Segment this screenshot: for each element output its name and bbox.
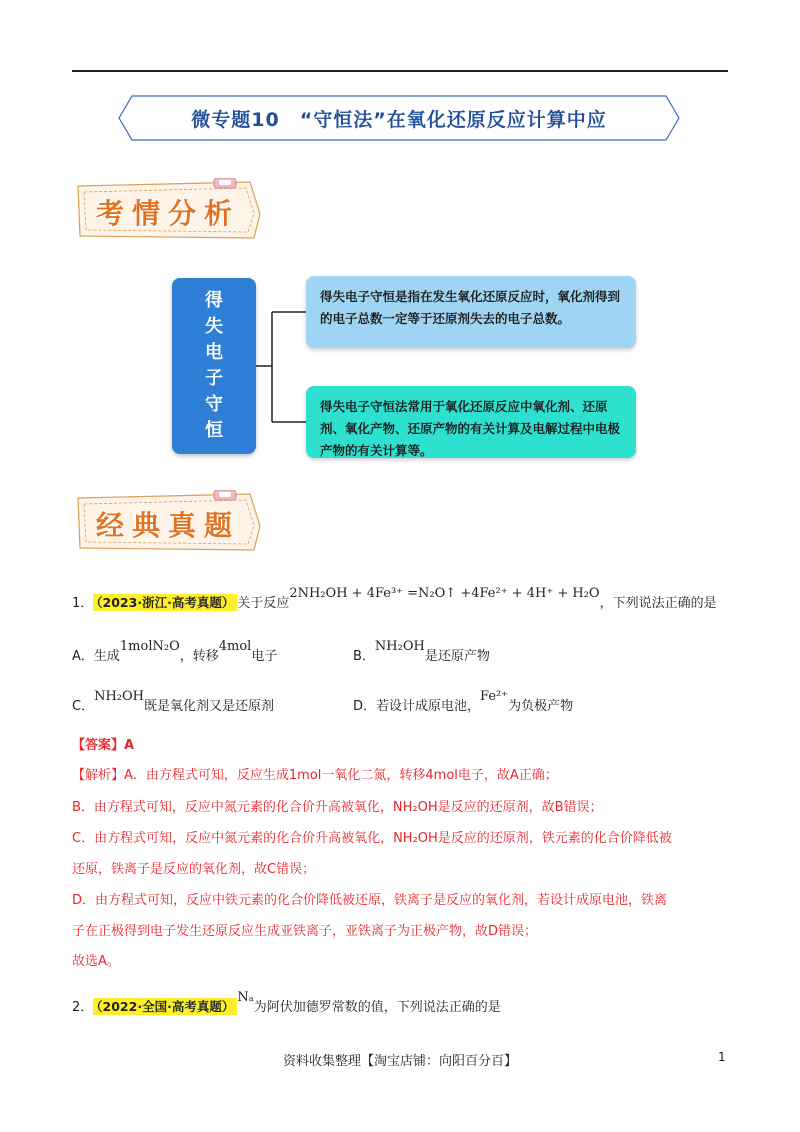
paperclip-icon	[214, 490, 236, 500]
explanation-line: D．由方程式可知，反应中铁元素的化合价降低被还原，铁离子是反应的氧化剂，若设计成原电池，铁离	[72, 893, 668, 908]
option-text: B．	[353, 649, 375, 664]
option-formula: NH₂OH	[94, 689, 144, 704]
answer-label	[72, 736, 728, 756]
option-text: A．生成	[72, 649, 120, 664]
question-number: 2．	[72, 1000, 94, 1015]
title-banner	[118, 95, 680, 141]
option-text: 为负极产物	[508, 699, 574, 714]
question-source-badge: （2023·浙江·高考真题）	[93, 594, 237, 611]
explanation-line: 故选A。	[72, 954, 120, 969]
section-tag-classic	[74, 490, 264, 554]
question-text: 关于反应	[237, 596, 290, 611]
question-1-stem	[72, 586, 717, 611]
option-text: 电子	[251, 649, 278, 664]
description-box-2: 得失电子守恒法常用于氧化还原反应中氧化剂、还原剂、氧化产物、还原产物的有关计算及电解过程中电极产物的有关计算等。	[306, 386, 636, 458]
page-title: 微专题10 “守恒法”在氧化还原反应计算中应	[191, 108, 607, 131]
option-formula: NH₂OH	[374, 639, 425, 654]
option-formula: Fe²⁺	[480, 689, 509, 704]
question-2-stem	[72, 990, 501, 1015]
concept-label: 得失电子守恒	[205, 290, 223, 441]
explanation-line: B．由方程式可知，反应中氮元素的化合价升高被氧化，NH₂OH是反应的还原剂，故B错误；	[72, 800, 603, 815]
option-b[interactable]	[353, 639, 490, 664]
section-title-analysis: 考情分析	[96, 197, 241, 230]
option-formula: 4mol	[218, 639, 252, 654]
option-text: C．	[72, 699, 95, 714]
reaction-equation: 2NH₂OH + 4Fe³⁺ =N₂O↑ +4Fe²⁺ + 4H⁺ + H₂O	[289, 586, 600, 601]
option-text: D．若设计成原电池，	[353, 699, 481, 714]
bracket-connector	[256, 276, 308, 462]
section-tag-analysis	[74, 178, 264, 242]
footer-text: 资料收集整理【淘宝店铺：向阳百分百】	[282, 1054, 517, 1069]
question-number: 1．	[72, 596, 94, 611]
paperclip-icon	[214, 178, 236, 188]
option-text: 是还原产物	[424, 649, 490, 664]
explanation-line: 子在正极得到电子发生还原反应生成亚铁离子，亚铁离子为正极产物，故D错误；	[72, 924, 538, 939]
page-number: 1	[718, 1050, 726, 1064]
question-text: 为阿伏加德罗常数的值，下列说法正确的是	[253, 1000, 501, 1015]
explanation-line: 【解析】A．由方程式可知，反应生成1mol一氧化二氮，转移4mol电子，故A正确；	[72, 768, 558, 783]
question-text: ，下列说法正确的是	[599, 596, 717, 611]
explanation-line: C．由方程式可知，反应中氮元素的化合价升高被氧化，NH₂OH是反应的还原剂，铁元素的化合价降低被	[72, 831, 672, 846]
concept-diagram	[172, 276, 642, 462]
question-source-badge: （2022·全国·高考真题）	[93, 998, 237, 1015]
option-formula: 1molN₂O	[119, 639, 180, 654]
section-title-classic: 经典真题	[96, 509, 241, 542]
answer-text: 【答案】A	[72, 738, 135, 753]
option-c[interactable]	[72, 689, 275, 714]
concept-box	[172, 278, 256, 454]
option-text: ，转移	[179, 649, 219, 664]
option-text: 既是氧化剂又是还原剂	[144, 699, 275, 714]
option-a[interactable]	[72, 639, 278, 664]
constant-symbol: Nₐ	[237, 990, 254, 1005]
explanation-line: 还原，铁离子是反应的氧化剂，故C错误；	[72, 862, 316, 877]
top-rule	[72, 70, 728, 72]
option-d[interactable]	[353, 689, 574, 714]
description-box-1: 得失电子守恒是指在发生氧化还原反应时，氧化剂得到的电子总数一定等于还原剂失去的电子总数。	[306, 276, 636, 348]
